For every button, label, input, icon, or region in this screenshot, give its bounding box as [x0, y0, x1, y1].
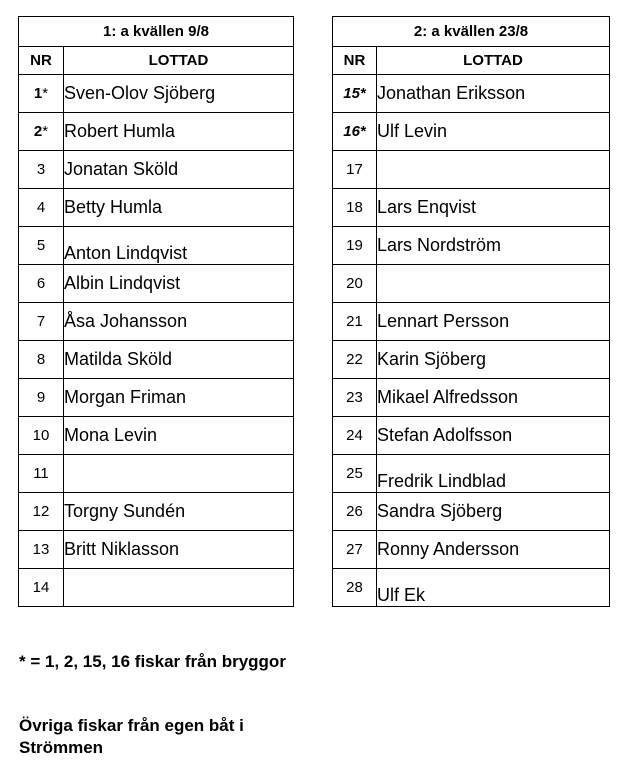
table-row [19, 417, 294, 455]
row-name: Mikael Alfredsson [377, 379, 610, 417]
row-name [377, 265, 610, 303]
table-row [333, 341, 610, 379]
row-number: 17 [333, 151, 377, 189]
column-header-lottad: LOTTAD [64, 47, 294, 75]
row-name: Stefan Adolfsson [377, 417, 610, 455]
table-row [333, 265, 610, 303]
table-row [333, 303, 610, 341]
table-row [19, 531, 294, 569]
table-row [333, 531, 610, 569]
row-number: 2* [19, 113, 64, 151]
row-number: 18 [333, 189, 377, 227]
table-row [19, 113, 294, 151]
row-name: Anton Lindqvist [64, 227, 294, 265]
row-name: Jonatan Sköld [64, 151, 294, 189]
row-name: Ronny Andersson [377, 531, 610, 569]
table-row [19, 75, 294, 113]
table-row [333, 569, 610, 607]
row-name: Albin Lindqvist [64, 265, 294, 303]
table-row [333, 113, 610, 151]
table-row [19, 189, 294, 227]
row-name: Mona Levin [64, 417, 294, 455]
table-row [333, 455, 610, 493]
row-name [64, 455, 294, 493]
row-name: Ulf Levin [377, 113, 610, 151]
table-row [19, 379, 294, 417]
table-row [333, 417, 610, 455]
row-number: 25 [333, 455, 377, 493]
table-row [333, 493, 610, 531]
row-number: 1* [19, 75, 64, 113]
table-row [19, 227, 294, 265]
row-number: 21 [333, 303, 377, 341]
row-name: Karin Sjöberg [377, 341, 610, 379]
row-name [64, 569, 294, 607]
row-name: Sven-Olov Sjöberg [64, 75, 294, 113]
row-name: Robert Humla [64, 113, 294, 151]
row-number: 12 [19, 493, 64, 531]
table-row [19, 151, 294, 189]
row-name: Morgan Friman [64, 379, 294, 417]
table-row [19, 341, 294, 379]
row-name: Lars Nordström [377, 227, 610, 265]
evening-2-table [332, 16, 610, 607]
row-number: 11 [19, 455, 64, 493]
row-number: 7 [19, 303, 64, 341]
row-number: 19 [333, 227, 377, 265]
row-name: Åsa Johansson [64, 303, 294, 341]
row-number: 28 [333, 569, 377, 607]
column-header-nr: NR [19, 47, 64, 75]
row-number: 27 [333, 531, 377, 569]
row-name: Torgny Sundén [64, 493, 294, 531]
row-name: Ulf Ek [377, 569, 610, 607]
row-number: 6 [19, 265, 64, 303]
table-row [19, 265, 294, 303]
row-number: 14 [19, 569, 64, 607]
footnote-bryggor: * = 1, 2, 15, 16 fiskar från bryggor [19, 652, 286, 671]
row-number: 22 [333, 341, 377, 379]
row-name: Matilda Sköld [64, 341, 294, 379]
row-number: 5 [19, 227, 64, 265]
footnote-egen-bat: Övriga fiskar från egen båt i Strömmen [19, 716, 244, 757]
row-number: 9 [19, 379, 64, 417]
table-row [19, 455, 294, 493]
row-number: 16* [333, 113, 377, 151]
row-name: Britt Niklasson [64, 531, 294, 569]
table-row [333, 379, 610, 417]
row-name [377, 151, 610, 189]
table-row [333, 75, 610, 113]
row-number: 26 [333, 493, 377, 531]
row-name: Fredrik Lindblad [377, 455, 610, 493]
row-number: 23 [333, 379, 377, 417]
row-number: 3 [19, 151, 64, 189]
column-header-lottad: LOTTAD [377, 47, 610, 75]
row-name: Lars Enqvist [377, 189, 610, 227]
table-row [333, 227, 610, 265]
row-number: 15* [333, 75, 377, 113]
row-name: Lennart Persson [377, 303, 610, 341]
row-name: Sandra Sjöberg [377, 493, 610, 531]
table-row [19, 493, 294, 531]
table-row [333, 189, 610, 227]
row-number: 13 [19, 531, 64, 569]
row-number: 24 [333, 417, 377, 455]
evening-1-table [18, 16, 294, 607]
row-number: 4 [19, 189, 64, 227]
table-row [333, 151, 610, 189]
table-title: 1: a kvällen 9/8 [19, 17, 294, 47]
row-number: 10 [19, 417, 64, 455]
column-header-nr: NR [333, 47, 377, 75]
table-row [19, 569, 294, 607]
row-name: Jonathan Eriksson [377, 75, 610, 113]
table-title: 2: a kvällen 23/8 [333, 17, 610, 47]
row-name: Betty Humla [64, 189, 294, 227]
row-number: 20 [333, 265, 377, 303]
table-row [19, 303, 294, 341]
row-number: 8 [19, 341, 64, 379]
